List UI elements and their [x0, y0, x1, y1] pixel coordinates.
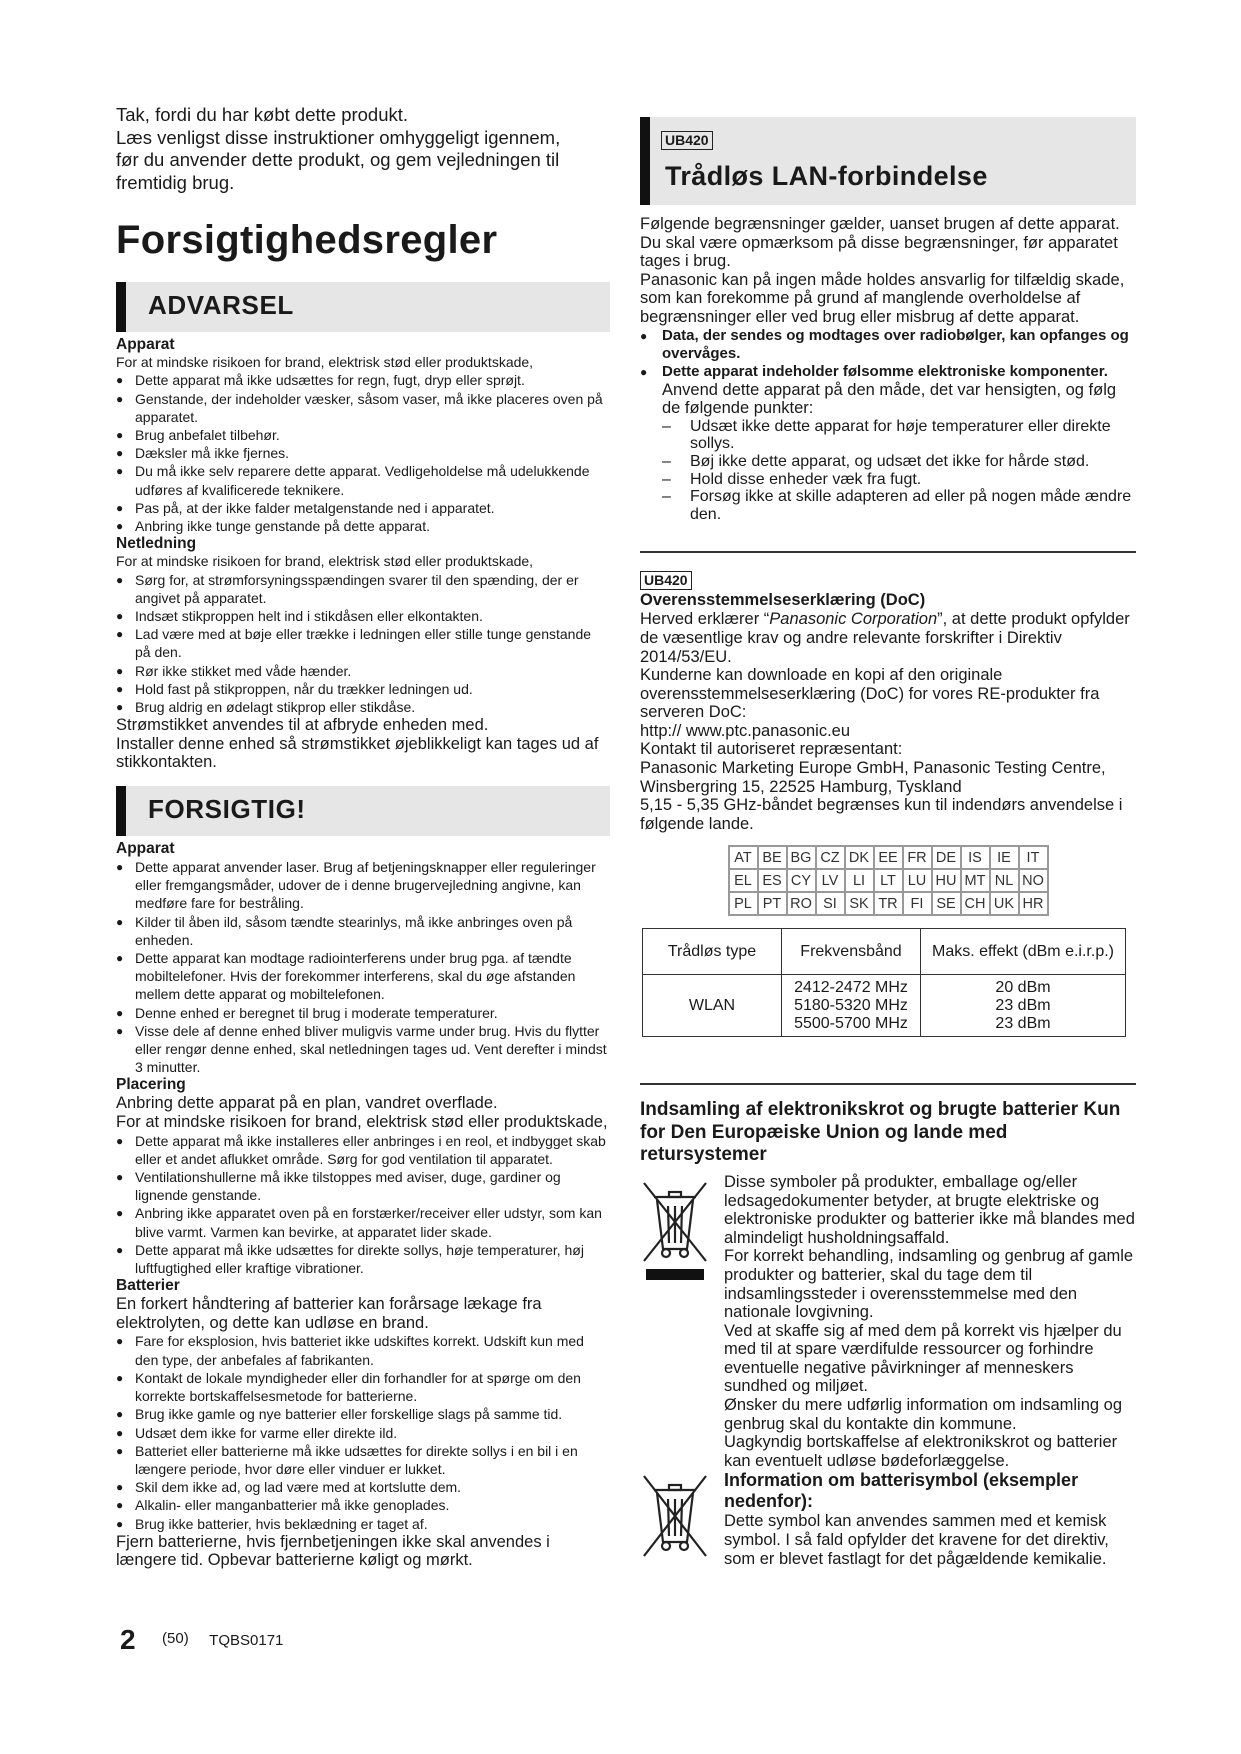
list-item: ● Rør ikke stikket med våde hænder.	[116, 662, 610, 680]
battery-symbol-section	[640, 1470, 1136, 1568]
list-item: ● Skil dem ikke ad, og lad være med at kortslutte dem.	[116, 1478, 610, 1496]
list-item: ● Brug ikke gamle og nye batterier eller forskellige slags på samme tid.	[116, 1405, 610, 1423]
table-row: PL PT RO SI SK TR FI SE CH UK HR	[729, 892, 1048, 915]
battery-symbol-heading: Information om batterisymbol (eksempler nedenfor):	[724, 1470, 1079, 1512]
list-item: ● Indsæt stikproppen helt ind i stikdåsen eller elkontakten.	[116, 607, 610, 625]
wireless-bullets	[640, 327, 1136, 381]
advarsel-apparat-list	[116, 371, 610, 535]
list-item: ● Alkalin- eller manganbatterier må ikke genoplades.	[116, 1496, 610, 1514]
netledning-title: Netledning	[116, 535, 197, 553]
right-column	[640, 117, 1136, 1568]
list-item: – Bøj ikke dette apparat, og udsæt det ikke for hårde stød.	[662, 453, 1136, 471]
placering-title: Placering	[116, 1076, 186, 1094]
model-tag: UB420	[640, 571, 692, 590]
crossed-bin-icon	[640, 1470, 710, 1562]
list-item: ● Batteriet eller batterierne må ikke udsættes for direkte sollys i en bil i en længere periode, hvor døre eller vinduer er lukket.	[116, 1442, 610, 1478]
doc-para-4: Panasonic Marketing Europe GmbH, Panasonic Testing Centre, Winsbergring 15, 22525 Hamburg, Tyskland	[640, 759, 1106, 796]
page-footer	[120, 1624, 283, 1656]
weee-text: Disse symboler på produkter, emballage og/eller ledsagedokumenter betyder, at brugte elektriske og elektroniske produkter og batterier ikke må blandes med almindeligt husholdningsaffald. For korrekt behandling, indsamling og genbrug af gamle produkter og batterier, skal du tage dem til indsamlingssteder i overensstemmelse med den nationale lovgivning. Ved at skaffe sig af med dem på korrekt vis hjælper du med til at spare værdifulde ressourcer og forhindre eventuelle negative påvirkninger af menneskers sundhed og miljøet. Ønsker du mere udførlig information om indsamling og genbrug skal du kontakte din kommune. Uagkyndig bortskaffelse af elektronikskrot og batterier kan eventuelt udløse bødeforlæggelse.	[724, 1172, 1135, 1470]
list-item: ● Anbring ikke tunge genstande på dette apparat.	[116, 517, 610, 535]
list-item: ● Brug ikke batterier, hvis beklædning er taget af.	[116, 1515, 610, 1533]
divider	[640, 551, 1136, 553]
list-item: ● Dette apparat indeholder følsomme elektroniske komponenter.	[640, 363, 1136, 381]
list-item: ● Brug aldrig en ødelagt stikprop eller stikdåse.	[116, 698, 610, 716]
wireless-heading-band	[640, 117, 1136, 205]
wireless-para-1: Følgende begrænsninger gælder, uanset brugen af dette apparat. Du skal være opmærksom på disse begrænsninger, før apparatet tages i brug.	[640, 215, 1120, 271]
company-name: Panasonic Corporation	[769, 610, 938, 629]
list-item: ● Data, der sendes og modtages over radiobølger, kan opfanges og overvåges.	[640, 327, 1136, 363]
heading-bar	[640, 117, 650, 205]
weee-section	[640, 1173, 1136, 1471]
advarsel-heading-band	[116, 282, 610, 332]
doc-title: Overensstemmelseserklæring (DoC)	[640, 591, 926, 610]
list-item: ● Kilder til åben ild, såsom tændte stearinlys, må ikke anbringes oven på enheden.	[116, 913, 610, 949]
intro-text: Tak, fordi du har købt dette produkt. Læs venligst disse instruktioner omhyggeligt igennem, før du anvender dette produkt, og gem vejledningen til fremtidig brug.	[116, 104, 561, 193]
page-ref: (50)	[162, 1630, 189, 1647]
table-row: AT BE BG CZ DK EE FR DE IS IE IT	[729, 846, 1048, 869]
advarsel-apparat-lead: For at mindske risikoen for brand, elektrisk stød eller produktskade,	[116, 354, 534, 370]
batterier-list	[116, 1332, 610, 1532]
list-item: ● Denne enhed er beregnet til brug i moderate temperaturer.	[116, 1004, 610, 1022]
wireless-para-2: Panasonic kan på ingen måde holdes ansvarlig for tilfældig skade, som kan forekomme på grund af manglende overholdelse af begrænsninger eller ved brug eller misbrug af dette apparat.	[640, 270, 1125, 326]
doc-para-2: Kunderne kan downloade en kopi af den originale overensstemmelseserklæring (DoC) for vores RE-produkter fra serveren DoC:	[640, 666, 1100, 722]
batterier-lead: En forkert håndtering af batterier kan forårsage lækage fra elektrolyten, og dette kan udløse en brand.	[116, 1295, 542, 1332]
advarsel-heading: ADVARSEL	[148, 290, 294, 320]
wireless-dash-list	[640, 418, 1136, 524]
list-item: ● Sørg for, at strømforsyningsspændingen svarer til den spænding, der er angivet på apparatet.	[116, 571, 610, 607]
placering-line-1: Anbring dette apparat på en plan, vandret overflade.	[116, 1094, 498, 1113]
list-item: ● Lad være med at bøje eller trække i ledningen eller stille tunge genstande på den.	[116, 625, 610, 661]
country-code-grid	[728, 845, 1049, 916]
list-item: ● Fare for eksplosion, hvis batteriet ikke udskiftes korrekt. Udskift kun med den type, der anbefales af fabrikanten.	[116, 1332, 610, 1368]
model-tag: UB420	[661, 131, 713, 150]
doc-para-1: Herved erklærer “Panasonic Corporation”, at dette produkt opfylder de væsentlige krav og andre relevante forskrifter i Direktiv 2014/53/EU.	[640, 610, 1130, 666]
crossed-bin-icon	[640, 1173, 710, 1283]
forsigtig-apparat-title: Apparat	[116, 840, 175, 858]
advarsel-apparat-title: Apparat	[116, 336, 175, 353]
heading-bar	[116, 282, 126, 332]
netledning-lead: For at mindske risikoen for brand, elektrisk stød eller produktskade,	[116, 553, 534, 570]
netledning-after-2: Installer denne enhed så strømstikket øjeblikkeligt kan tages ud af stikkontakten.	[116, 734, 599, 772]
doc-url: http:// www.ptc.panasonic.eu	[640, 721, 851, 740]
page-number: 2	[120, 1624, 136, 1655]
effect-cell: 20 dBm 23 dBm 23 dBm	[921, 975, 1126, 1037]
divider	[640, 1083, 1136, 1085]
forsigtig-apparat-list	[116, 858, 610, 1076]
list-item: ● Genstande, der indeholder væsker, såsom vaser, må ikke placeres oven på apparatet.	[116, 390, 610, 426]
doc-para-5: 5,15 - 5,35 GHz-båndet begrænses kun til indendørs anvendelse i følgende lande.	[640, 796, 1123, 833]
band-cell: 2412-2472 MHz 5180-5320 MHz 5500-5700 MHz	[782, 975, 921, 1037]
list-item: ● Dette apparat kan modtage radiointerferens under brug pga. af tændte mobiltelefoner. Hvis der forekommer interferens, skal du øge afstanden mellem dette apparat og mobiltelefonen.	[116, 949, 610, 1004]
battery-icon-column	[640, 1470, 718, 1568]
left-column	[116, 104, 610, 1570]
list-item: ● Udsæt dem ikke for varme eller direkte ild.	[116, 1424, 610, 1442]
weee-heading: Indsamling af elektronikskrot og brugte batterier Kun for Den Europæiske Union og lande med retursystemer	[640, 1099, 1121, 1166]
batterier-title: Batterier	[116, 1277, 180, 1295]
list-item: ● Du må ikke selv reparere dette apparat. Vedligeholdelse må udelukkende udføres af kvalificerede teknikere.	[116, 462, 610, 498]
list-item: ● Dæksler må ikke fjernes.	[116, 444, 610, 462]
list-item: ● Ventilationshullerne må ikke tilstoppes med aviser, duge, gardiner og lignende genstande.	[116, 1168, 610, 1204]
table-row: EL ES CY LV LI LT LU HU MT NL NO	[729, 869, 1048, 892]
list-item: ● Dette apparat anvender laser. Brug af betjeningsknapper eller reguleringer eller fremgangsmåder, udover de i denne brugervejledning angivne, kan medføre fare for bestråling.	[116, 858, 610, 913]
list-item: ● Dette apparat må ikke installeres eller anbringes i en reol, et indbygget skab eller et andet aflukket område. Sørg for god ventilation til apparatet.	[116, 1132, 610, 1168]
list-item: ● Dette apparat må ikke udsættes for direkte sollys, høje temperaturer, høj luftfugtighed eller kraftige vibrationer.	[116, 1241, 610, 1277]
list-item: – Forsøg ikke at skille adapteren ad eller på nogen måde ændre den.	[662, 488, 1136, 523]
list-item: ● Pas på, at der ikke falder metalgenstande ned i apparatet.	[116, 499, 610, 517]
heading-bar	[116, 786, 126, 836]
table-header-row: Trådløs type Frekvensbånd Maks. effekt (dBm e.i.r.p.)	[643, 929, 1126, 975]
list-item: ● Dette apparat må ikke udsættes for regn, fugt, dryp eller sprøjt.	[116, 371, 610, 389]
list-item: ● Brug anbefalet tilbehør.	[116, 426, 610, 444]
table-row: WLAN 2412-2472 MHz 5180-5320 MHz 5500-5700 MHz 20 dBm 23 dBm 23 dBm	[643, 975, 1126, 1037]
list-item: ● Kontakt de lokale myndigheder eller din forhandler for at spørge om den korrekte bortskaffelsesmetode for batterierne.	[116, 1369, 610, 1405]
forsigtig-heading: FORSIGTIG!	[148, 794, 306, 825]
placering-line-2: For at mindske risikoen for brand, elektrisk stød eller produktskade,	[116, 1113, 608, 1132]
netledning-after-1: Strømstikket anvendes til at afbryde enheden med.	[116, 716, 489, 735]
forsigtig-heading-band	[116, 786, 610, 836]
list-item: ● Hold fast på stikproppen, når du trækker ledningen ud.	[116, 680, 610, 698]
battery-symbol-text: Information om batterisymbol (eksempler nedenfor): Dette symbol kan anvendes sammen med et kemisk symbol. I så fald opfylder det kravene for det direktiv, som er blevet fastlagt for det pågældende kemikalie.	[718, 1470, 1136, 1568]
list-item: – Udsæt ikke dette apparat for høje temperaturer eller direkte sollys.	[662, 418, 1136, 453]
weee-icon-column	[640, 1173, 718, 1471]
doc-code: TQBS0171	[209, 1632, 284, 1649]
wireless-dash-intro: Anvend dette apparat på den måde, det var hensigten, og følg de følgende punkter:	[662, 380, 1117, 418]
list-item: – Hold disse enheder væk fra fugt.	[662, 471, 1136, 489]
page-title: Forsigtighedsregler	[116, 218, 498, 262]
netledning-list	[116, 571, 610, 717]
list-item: ● Visse dele af denne enhed bliver muligvis varme under brug. Hvis du flytter eller rengør denne enhed, skal netledningen tages ud. Vent derefter i mindst 3 minutter.	[116, 1022, 610, 1077]
frequency-table	[642, 928, 1126, 1037]
batterier-closing: Fjern batterierne, hvis fjernbetjeningen ikke skal anvendes i længere tid. Opbevar batterierne køligt og mørkt.	[116, 1532, 550, 1570]
doc-para-3: Kontakt til autoriseret repræsentant:	[640, 740, 903, 759]
wireless-heading: Trådløs LAN-forbindelse	[665, 161, 988, 191]
placering-list	[116, 1132, 610, 1278]
list-item: ● Anbring ikke apparatet oven på en forstærker/receiver eller udstyr, som kan blive varmt. Varmen kan bevirke, at apparatet lider skade.	[116, 1204, 610, 1240]
